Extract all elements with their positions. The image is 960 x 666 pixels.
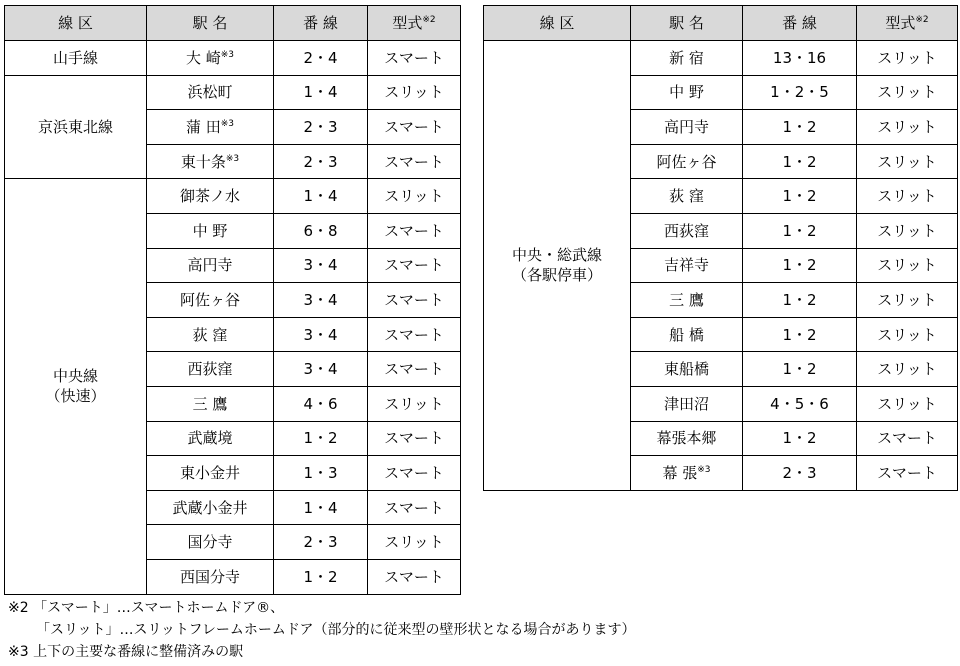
station-name: 高円寺 bbox=[663, 117, 709, 136]
header-type-note: ※2 bbox=[915, 15, 929, 25]
line-name-cell: 京浜東北線 bbox=[5, 75, 147, 179]
footnote-2-continued: 「スリット」…スリットフレームホームドア（部分的に従来型の壁形状となる場合があります） bbox=[36, 622, 636, 638]
station-name-cell bbox=[147, 490, 274, 525]
station-name-cell bbox=[147, 317, 274, 352]
station-note: ※3 bbox=[697, 464, 711, 475]
left-table-header-row bbox=[5, 6, 461, 41]
door-type-cell: スマート bbox=[368, 490, 461, 525]
station-name: 蒲 田 bbox=[185, 117, 221, 136]
door-type-cell: スマート bbox=[368, 213, 461, 248]
footnote-3: ※3 上下の主要な番線に整備済みの駅 bbox=[8, 644, 244, 660]
station-name-cell bbox=[631, 213, 743, 248]
track-number-cell: 1・4 bbox=[274, 179, 368, 214]
station-name-cell bbox=[631, 110, 743, 145]
header-type bbox=[368, 6, 461, 41]
track-number-cell: 4・6 bbox=[274, 386, 368, 421]
station-name-cell bbox=[631, 456, 743, 491]
station-name: 国分寺 bbox=[187, 533, 233, 552]
line-name-cell: 山手線 bbox=[5, 41, 147, 76]
track-number-cell: 2・3 bbox=[274, 144, 368, 179]
station-name: 阿佐ヶ谷 bbox=[656, 152, 717, 171]
header-line: 線 区 bbox=[5, 6, 147, 41]
right-platform-door-table bbox=[483, 5, 958, 491]
track-number-cell: 1・2 bbox=[743, 110, 857, 145]
door-type-cell: スリット bbox=[857, 386, 958, 421]
door-type-cell: スリット bbox=[368, 75, 461, 110]
track-number-cell: 2・3 bbox=[274, 110, 368, 145]
station-name-cell bbox=[631, 352, 743, 387]
station-name-cell bbox=[631, 317, 743, 352]
footnotes bbox=[8, 597, 958, 663]
track-number-cell: 1・2 bbox=[743, 248, 857, 283]
station-name: 三 鷹 bbox=[192, 394, 228, 413]
footnote-2: ※2 「スマート」…スマートホームドア®、 bbox=[8, 600, 285, 616]
track-number-cell: 1・2 bbox=[274, 559, 368, 594]
track-number-cell: 1・2・5 bbox=[743, 75, 857, 110]
station-name: 東船橋 bbox=[663, 360, 709, 379]
station-name-cell bbox=[147, 248, 274, 283]
station-name-cell bbox=[631, 421, 743, 456]
track-number-cell: 4・5・6 bbox=[743, 386, 857, 421]
door-type-cell: スマート bbox=[857, 456, 958, 491]
door-type-cell: スリット bbox=[857, 110, 958, 145]
door-type-cell: スリット bbox=[368, 525, 461, 560]
station-name-cell bbox=[631, 75, 743, 110]
station-name-cell bbox=[147, 283, 274, 318]
station-name: 荻 窪 bbox=[192, 325, 228, 344]
station-name-cell bbox=[631, 144, 743, 179]
station-name: 武蔵小金井 bbox=[172, 498, 248, 517]
door-type-cell: スリット bbox=[857, 213, 958, 248]
header-station: 駅 名 bbox=[147, 6, 274, 41]
header-track: 番 線 bbox=[743, 6, 857, 41]
left-table-body bbox=[5, 41, 461, 595]
track-number-cell: 3・4 bbox=[274, 248, 368, 283]
track-number-cell: 1・2 bbox=[743, 213, 857, 248]
door-type-cell: スリット bbox=[857, 144, 958, 179]
track-number-cell: 1・4 bbox=[274, 490, 368, 525]
station-note: ※3 bbox=[220, 118, 235, 129]
station-name-cell bbox=[631, 386, 743, 421]
station-name-cell bbox=[147, 41, 274, 76]
door-type-cell: スマート bbox=[368, 110, 461, 145]
door-type-cell: スマート bbox=[368, 456, 461, 491]
track-number-cell: 2・3 bbox=[743, 456, 857, 491]
station-name: 幕張本郷 bbox=[656, 429, 717, 448]
door-type-cell: スリット bbox=[857, 75, 958, 110]
station-name: 西荻窪 bbox=[187, 360, 233, 379]
door-type-cell: スリット bbox=[368, 179, 461, 214]
station-note: ※3 bbox=[220, 49, 235, 60]
station-name-cell bbox=[631, 179, 743, 214]
door-type-cell: スリット bbox=[368, 386, 461, 421]
station-name-cell bbox=[631, 248, 743, 283]
door-type-cell: スマート bbox=[857, 421, 958, 456]
station-name: 御茶ノ水 bbox=[179, 187, 240, 206]
left-platform-door-table bbox=[4, 5, 461, 595]
station-note: ※3 bbox=[225, 153, 240, 164]
station-name-cell bbox=[631, 41, 743, 76]
station-name-cell bbox=[147, 110, 274, 145]
station-name: 阿佐ヶ谷 bbox=[179, 290, 240, 309]
track-number-cell: 1・2 bbox=[743, 144, 857, 179]
door-type-cell: スマート bbox=[368, 248, 461, 283]
station-name: 大 崎 bbox=[185, 48, 221, 67]
track-number-cell: 1・4 bbox=[274, 75, 368, 110]
door-type-cell: スマート bbox=[368, 352, 461, 387]
station-name: 新 宿 bbox=[669, 48, 704, 67]
header-type-label: 型式 bbox=[392, 14, 423, 32]
station-name: 高円寺 bbox=[187, 256, 233, 275]
header-track: 番 線 bbox=[274, 6, 368, 41]
right-table-body bbox=[484, 41, 958, 491]
track-number-cell: 1・2 bbox=[743, 179, 857, 214]
station-name: 浜松町 bbox=[187, 83, 233, 102]
door-type-cell: スマート bbox=[368, 559, 461, 594]
station-name-cell bbox=[147, 352, 274, 387]
station-name-cell bbox=[147, 144, 274, 179]
header-line: 線 区 bbox=[484, 6, 631, 41]
track-number-cell: 13・16 bbox=[743, 41, 857, 76]
header-station: 駅 名 bbox=[631, 6, 743, 41]
station-name: 吉祥寺 bbox=[663, 256, 709, 275]
track-number-cell: 2・3 bbox=[274, 525, 368, 560]
station-name: 船 橋 bbox=[669, 325, 704, 344]
door-type-cell: スマート bbox=[368, 421, 461, 456]
station-name-cell bbox=[147, 456, 274, 491]
track-number-cell: 1・2 bbox=[274, 421, 368, 456]
door-type-cell: スリット bbox=[857, 179, 958, 214]
door-type-cell: スリット bbox=[857, 248, 958, 283]
station-name: 三 鷹 bbox=[669, 290, 704, 309]
track-number-cell: 2・4 bbox=[274, 41, 368, 76]
header-type-label: 型式 bbox=[885, 14, 916, 32]
station-name: 東十条 bbox=[180, 152, 226, 171]
station-name: 西荻窪 bbox=[663, 221, 709, 240]
station-name-cell bbox=[147, 75, 274, 110]
station-name-cell bbox=[631, 283, 743, 318]
station-name-cell bbox=[147, 213, 274, 248]
station-name: 中 野 bbox=[669, 83, 704, 102]
table-row bbox=[5, 179, 461, 214]
table-row bbox=[5, 41, 461, 76]
station-name-cell bbox=[147, 559, 274, 594]
table-row bbox=[5, 75, 461, 110]
station-name-cell bbox=[147, 179, 274, 214]
station-name: 中 野 bbox=[192, 221, 228, 240]
track-number-cell: 6・8 bbox=[274, 213, 368, 248]
track-number-cell: 1・2 bbox=[743, 352, 857, 387]
station-name-cell bbox=[147, 525, 274, 560]
line-name-cell: 中央線 （快速） bbox=[5, 179, 147, 594]
door-type-cell: スマート bbox=[368, 283, 461, 318]
track-number-cell: 1・2 bbox=[743, 317, 857, 352]
track-number-cell: 1・2 bbox=[743, 421, 857, 456]
door-type-cell: スマート bbox=[368, 144, 461, 179]
line-name-cell: 中央・総武線 （各駅停車） bbox=[484, 41, 631, 491]
station-name: 武蔵境 bbox=[187, 429, 233, 448]
station-name: 荻 窪 bbox=[669, 187, 704, 206]
header-type-note: ※2 bbox=[422, 15, 436, 25]
door-type-cell: スリット bbox=[857, 352, 958, 387]
door-type-cell: スマート bbox=[368, 317, 461, 352]
header-type bbox=[857, 6, 958, 41]
door-type-cell: スリット bbox=[857, 317, 958, 352]
track-number-cell: 1・2 bbox=[743, 283, 857, 318]
track-number-cell: 3・4 bbox=[274, 283, 368, 318]
door-type-cell: スリット bbox=[857, 283, 958, 318]
door-type-cell: スマート bbox=[368, 41, 461, 76]
table-row bbox=[484, 41, 958, 76]
door-type-cell: スリット bbox=[857, 41, 958, 76]
station-name: 幕 張 bbox=[662, 463, 698, 482]
station-name-cell bbox=[147, 386, 274, 421]
track-number-cell: 3・4 bbox=[274, 352, 368, 387]
station-name-cell bbox=[147, 421, 274, 456]
track-number-cell: 1・3 bbox=[274, 456, 368, 491]
track-number-cell: 3・4 bbox=[274, 317, 368, 352]
station-name: 西国分寺 bbox=[179, 567, 240, 586]
station-name: 東小金井 bbox=[179, 463, 240, 482]
right-table-header-row bbox=[484, 6, 958, 41]
station-name: 津田沼 bbox=[663, 394, 709, 413]
